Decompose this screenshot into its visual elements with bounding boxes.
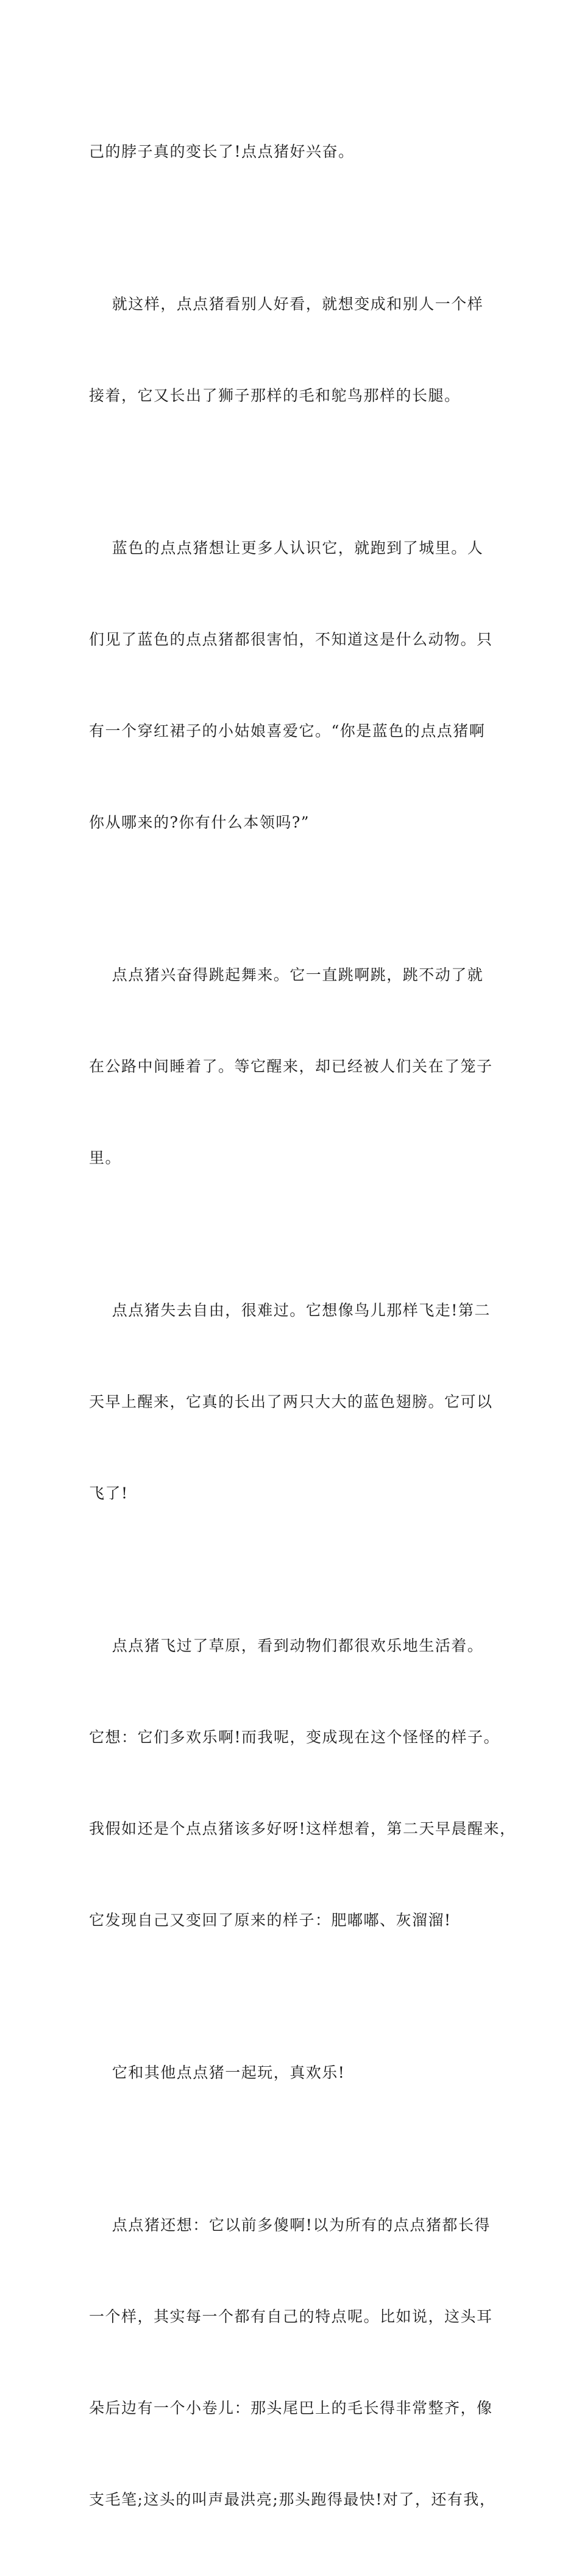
paragraph-7 — [89, 1997, 503, 2149]
text-line: 点点猪失去自由，很难过。它想像鸟儿那样飞走!第二 — [89, 1301, 491, 1319]
story-text — [89, 76, 516, 2576]
text-line: 支毛笔;这头的叫声最洪亮;那头跑得最快!对了，还有我， — [89, 2491, 496, 2508]
text-line: 们见了蓝色的点点猪都很害怕，不知道这是什么动物。只 — [89, 631, 493, 648]
text-line: 它和其他点点猪一起玩，真欢乐! — [89, 2064, 346, 2081]
paragraph-3 — [89, 472, 503, 899]
paragraph-8 — [89, 2149, 503, 2576]
text-line: 在公路中间睡着了。等它醒来，却已经被人们关在了笼子 — [89, 1057, 493, 1075]
text-line: 里。 — [89, 1149, 122, 1167]
text-line: 蓝色的点点猪想让更多人认识它，就跑到了城里。人 — [89, 539, 484, 557]
paragraph-4 — [89, 899, 503, 1234]
text-line: 点点猪飞过了草原，看到动物们都很欢乐地生活着。 — [89, 1637, 484, 1655]
text-line: 己的脖子真的变长了!点点猪好兴奋。 — [89, 143, 355, 160]
text-line: 朵后边有一个小卷儿：那头尾巴上的毛长得非常整齐，像 — [89, 2399, 493, 2417]
text-line: 就这样，点点猪看别人好看，就想变成和别人一个样 — [89, 295, 484, 313]
text-line: 你从哪来的?你有什么本领吗?” — [89, 814, 310, 831]
text-line: 天早上醒来，它真的长出了两只大大的蓝色翅膀。它可以 — [89, 1393, 493, 1411]
paragraph-6 — [89, 1570, 516, 1997]
text-line: 接着，它又长出了狮子那样的毛和鸵鸟那样的长腿。 — [89, 387, 461, 404]
text-line: 有一个穿红裙子的小姑娘喜爱它。“你是蓝色的点点猪啊 — [89, 722, 486, 740]
text-line: 飞了! — [89, 1484, 129, 1502]
text-line: 我假如还是个点点猪该多好呀!这样想着，第二天早晨醒来， — [89, 1820, 516, 1837]
text-line: 点点猪还想：它以前多傻啊!以为所有的点点猪都长得 — [89, 2216, 491, 2234]
paragraph-2 — [89, 228, 503, 472]
paragraph-1 — [89, 76, 503, 228]
text-line: 它想：它们多欢乐啊!而我呢，变成现在这个怪怪的样子。 — [89, 1728, 500, 1746]
text-line: 它发现自己又变回了原来的样子：肥嘟嘟、灰溜溜! — [89, 1911, 452, 1929]
text-line: 点点猪兴奋得跳起舞来。它一直跳啊跳，跳不动了就 — [89, 966, 484, 984]
text-line: 一个样，其实每一个都有自己的特点呢。比如说，这头耳 — [89, 2308, 493, 2325]
paragraph-5 — [89, 1234, 503, 1570]
